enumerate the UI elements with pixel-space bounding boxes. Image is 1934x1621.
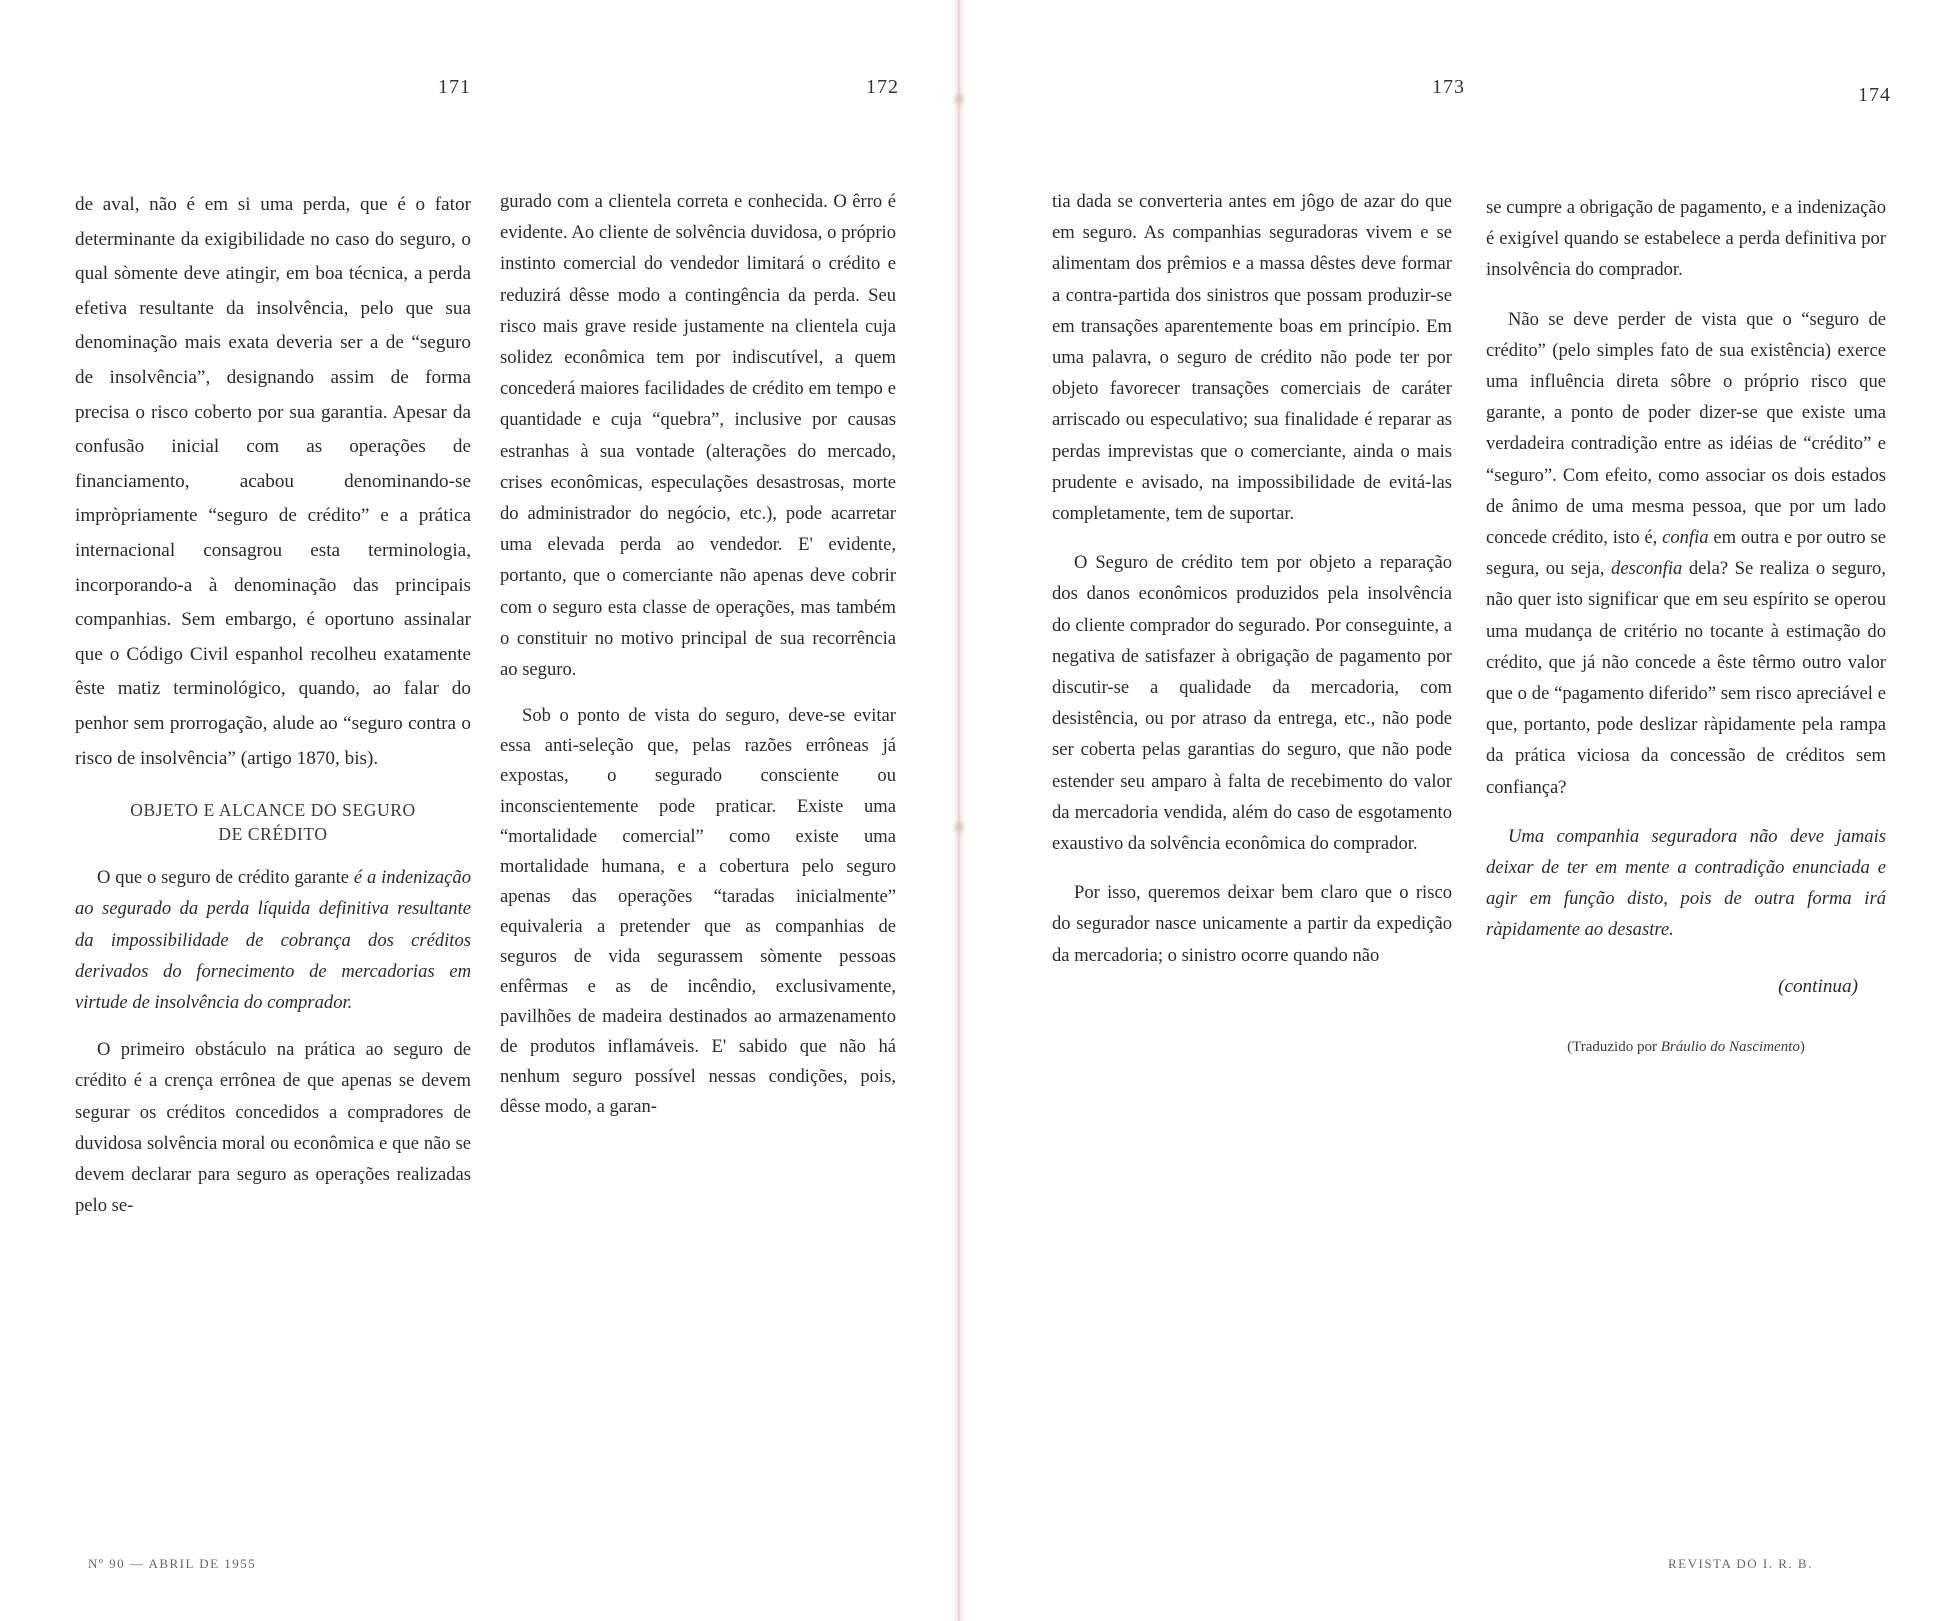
paragraph: Por isso, queremos deixar bem claro que o risco do segurador nasce unicamente a partir da expedição da mercadoria; o sinistro ocorre quando não [1052,882,1452,966]
paragraph: tia dada se converteria antes em jôgo de azar do que em seguro. As companhias seguradoras vivem e se alimentam dos prêmios e a massa dêstes deve formar a contra-partida dos sinistros que possam produzir-se em transações aparentemente boas em princípio. Em uma palavra, o seguro de crédito não pode ter por objeto favorecer transações comerciais de caráter arriscado ou especulativo; sua finalidade é reparar as perdas imprevistas que o comerciante, ainda o mais prudente e avisado, na impossibilidade de evitá-las completamente, tem de suportar. [1052,191,1452,525]
gutter-mark [952,92,966,106]
text-span: O que o seguro de crédito garante [97,867,354,889]
paragraph: de aval, não é em si uma perda, que é o fator determinante da exigibilidade no caso do seguro, o qual sòmente deve atingir, em boa técnica, a perda efetiva resultante da insolvência, pelo que sua denominação mais exata deveria ser a de “seguro de insolvência”, designando assim de forma precisa o risco coberto por sua garantia. Apesar da confusão inicial com as operações de financiamento, acabou denominando-se impròpriamente “seguro de crédito” e a prática internacional consagrou esta terminologia, incorporando-a à denominação das principais companhias. Sem embargo, é oportuno assinalar que o Código Civil espanhol recolheu exatamente êste matiz terminológico, quando, ao falar do penhor sem prorrogação, alude ao “seguro contra o risco de insolvência” (artigo 1870, bis). [75,194,471,769]
heading-line: OBJETO E ALCANCE DO SEGURO [130,800,416,821]
italic-text: é a indenização ao segurado da perda líquida definitiva resultante da impossibilidade de cobrança dos créditos derivados do fornecimento de mercadorias em virtude de insolvência do comprador. [75,867,471,1013]
paragraph: O Seguro de crédito tem por objeto a reparação dos danos econômicos produzidos pela insolvência do cliente comprador do segurado. Por conseguinte, a negativa de satisfazer à obrigação de pagamento por discutir-se a qualidade da mercadoria, com desistência, ou por atraso da entrega, etc., não pode ser coberta pelas garantias do seguro, que não pode estender seu amparo à falta de recebimento do valor da mercadoria vendida, além do caso de esgotamento exaustivo da solvência econômica do comprador. [1052,552,1452,855]
paragraph [1486,304,1886,803]
paragraph [75,862,471,1018]
column-page-172 [500,186,896,1123]
section-heading [75,798,471,846]
gutter-mark [952,820,966,834]
text-span: Não se deve perder de vista que o “seguro de crédito” (pelo simples fato de sua existência) exerce uma influência direta sôbre o próprio risco que garante, a ponto de poder dizer-se que existe uma verdadeira contradição entre as idéias de “crédito” e “seguro”. Com efeito, como associar os dois estados de ânimo de uma mesma pessoa, que por um lado concede crédito, isto é, [1486,308,1886,549]
page-number: 172 [866,76,899,98]
center-gutter [952,0,966,1621]
italic-text: confia [1662,527,1709,549]
translator-name: Bráulio do Nascimento [1660,1039,1800,1056]
paragraph: Sob o ponto de vista do seguro, deve-se evitar essa anti-seleção que, pelas razões errôneas já expostas, o segurado consciente ou inconscientemente pode praticar. Existe uma “mortalidade comercial” como existe uma mortalidade humana, e a cobertura pelo seguro apenas das operações “taradas inicialmente” equivaleria a pretender que as companhias de seguros de vida segurassem sòmente pessoas enfêrmas e as de incêndio, exclusivamente, pavilhões de madeira destinados ao armazenamento de produtos inflamáveis. E' sabido que não há nenhum seguro possível nessas condições, pois, dêsse modo, a garan- [500,705,896,1118]
page-number: 173 [1432,76,1465,98]
text-span: em outra e por outro se segura, ou seja, [1486,527,1886,580]
paragraph: Uma companhia seguradora não deve jamais deixar de ter em mente a contradição enunciada e agir em função disto, pois de outra forma irá ràpidamente ao desastre. [1486,825,1886,941]
paragraph: O primeiro obstáculo na prática ao seguro de crédito é a crença errônea de que apenas se devem segurar os créditos concedidos a compradores de duvidosa solvência moral ou econômica e que não se devem declarar para seguro as operações realizadas pelo se- [75,1039,471,1217]
column-page-173 [1052,186,1452,971]
page-number: 174 [1858,84,1891,106]
footer-issue: Nº 90 — ABRIL DE 1955 [88,1556,257,1571]
credit-prefix: (Traduzido por [1567,1039,1661,1056]
text-span: dela? Se realiza o seguro, não quer isto significar que em seu espírito se operou uma mudança de critério no tocante à estimação do crédito, que já não concede a êste têrmo outro valor que o de “pagamento diferido” sem risco apreciável e que, portanto, pode deslizar ràpidamente pela rampa da prática viciosa da concessão de créditos sem confiança? [1486,558,1886,798]
page-number: 171 [438,76,471,98]
heading-line: DE CRÉDITO [218,824,328,845]
translator-credit [1486,1030,1886,1065]
footer-publication: REVISTA DO I. R. B. [1668,1556,1813,1571]
paragraph: gurado com a clientela correta e conhecida. O êrro é evidente. Ao cliente de solvência duvidosa, o próprio instinto comercial do vendedor limitará o crédito e reduzirá dêsse modo a contingência da perda. Seu risco mais grave reside justamente na clientela cuja solidez econômica tem por indiscutível, a quem concederá maiores facilidades de crédito em tempo e quantidade e cuja “quebra”, inclusive por causas estranhas à sua vontade (alterações do mercado, crises econômicas, especulações desastrosas, morte do administrador do negócio, etc.), pode acarretar uma elevada perda ao vendedor. E' evidente, portanto, que o comerciante não apenas deve cobrir com o seguro esta classe de operações, mas também o constituir no motivo principal de sua recorrência ao seguro. [500,191,896,681]
paragraph: se cumpre a obrigação de pagamento, e a indenização é exigível quando se estabelece a perda definitiva por insolvência do comprador. [1486,197,1886,281]
italic-text: desconfia [1611,558,1683,580]
continued-note: (continua) [1778,975,1858,997]
column-page-171 [75,188,471,1221]
column-page-174 [1486,192,1886,1065]
credit-suffix: ) [1799,1039,1805,1056]
